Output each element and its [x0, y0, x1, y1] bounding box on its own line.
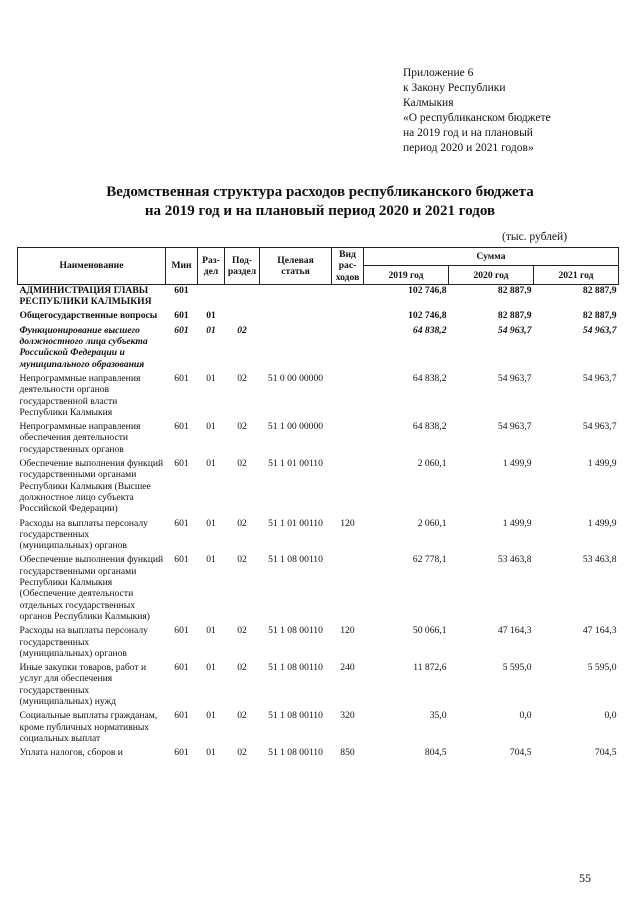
title-line-2: на 2019 год и на плановый период 2020 и 2021 годов: [144, 203, 496, 219]
header-year-2020: 2020 год: [449, 266, 534, 284]
appendix-line: «О республиканском бюджете: [403, 112, 551, 124]
cell-vid: [332, 373, 364, 421]
cell-min: 601: [174, 747, 189, 759]
header-podrazdel: Под- раздел: [225, 248, 260, 285]
cell-2021: 704,5: [594, 747, 617, 759]
cell-min: 601: [174, 458, 189, 470]
cell-vid: 240: [340, 662, 355, 674]
cell-target: 51 1 08 00110: [268, 554, 323, 566]
cell-2020: 47 164,3: [497, 625, 532, 637]
appendix-note: [403, 66, 628, 156]
table-row: [18, 310, 619, 324]
cell-2021: 1 499,9: [587, 458, 617, 470]
cell-2020: 54 963,7: [497, 372, 532, 384]
cell-min: 601: [174, 710, 189, 722]
cell-name: Обеспечение выполнения функций государственными органами Республики Калмыкия (Обеспечение деятельности отдельных государственных органов Республики Калмыкия): [19, 554, 164, 622]
cell-podrazdel: [225, 284, 260, 310]
cell-vid: 120: [340, 625, 355, 637]
cell-vid: [332, 421, 364, 458]
cell-razdel: 01: [206, 372, 216, 384]
table-row: [18, 373, 619, 421]
cell-2019: 2 060,1: [417, 517, 447, 529]
cell-2019: 11 872,6: [413, 662, 447, 674]
cell-2020: 5 595,0: [502, 662, 532, 674]
cell-podrazdel: 02: [237, 625, 247, 637]
cell-name: Иные закупки товаров, работ и услуг для обеспечения государственных (муниципальных) нужд: [19, 662, 147, 707]
cell-razdel: 01: [206, 421, 216, 433]
cell-vid: 120: [340, 517, 355, 529]
header-name: Наименование: [18, 248, 166, 285]
cell-2021: 1 499,9: [587, 517, 617, 529]
cell-razdel: 01: [206, 517, 216, 529]
cell-razdel: 01: [206, 662, 216, 674]
cell-name: Общегосударственные вопросы: [19, 310, 158, 322]
header-year-2021: 2021 год: [534, 266, 619, 284]
cell-razdel: 01: [206, 458, 216, 470]
cell-vid: [332, 325, 364, 373]
cell-name: АДМИНИСТРАЦИЯ ГЛАВЫ РЕСПУБЛИКИ КАЛМЫКИЯ: [19, 284, 152, 308]
cell-vid: [332, 554, 364, 625]
cell-2021: 53 463,8: [582, 554, 617, 566]
cell-vid: 320: [340, 710, 355, 722]
cell-vid: [332, 284, 364, 310]
cell-2020: 1 499,9: [502, 458, 532, 470]
cell-podrazdel: 02: [237, 372, 247, 384]
page-number: 55: [579, 871, 591, 885]
cell-name: Уплата налогов, сборов и: [19, 747, 123, 759]
header-min: Мин: [166, 248, 198, 285]
cell-2019: 64 838,2: [412, 324, 447, 336]
cell-name: Функционирование высшего должностного лица субъекта Российской Федерации и муниципального образования: [19, 324, 148, 370]
document-title: [30, 183, 610, 221]
units-note: (тыс. рублей): [502, 231, 568, 243]
cell-razdel: 01: [206, 710, 216, 722]
cell-target: 51 1 08 00110: [268, 662, 323, 674]
table-row: [18, 458, 619, 517]
cell-2019: 35,0: [429, 710, 447, 722]
cell-target: 51 1 01 00110: [268, 458, 323, 470]
table-row: [18, 747, 619, 761]
cell-min: 601: [174, 310, 189, 322]
cell-2019: 2 060,1: [417, 458, 447, 470]
table-row: [18, 625, 619, 662]
cell-2020: 53 463,8: [497, 554, 532, 566]
cell-target: 51 0 00 00000: [267, 372, 324, 384]
cell-2021: 82 887,9: [582, 284, 617, 296]
cell-2020: 0,0: [519, 710, 532, 722]
cell-vid: [332, 458, 364, 517]
cell-razdel: 01: [206, 747, 216, 759]
cell-razdel: 01: [206, 324, 216, 336]
cell-min: 601: [174, 517, 189, 529]
title-line-1: Ведомственная структура расходов республиканского бюджета: [106, 184, 534, 200]
header-vid: Вид рас- ходов: [332, 248, 364, 285]
cell-razdel: 01: [206, 554, 216, 566]
cell-min: 601: [174, 421, 189, 433]
cell-target: [260, 325, 332, 373]
cell-2019: 102 746,8: [408, 284, 447, 296]
cell-2021: 54 963,7: [582, 421, 617, 433]
cell-razdel: [198, 284, 225, 310]
cell-min: 601: [174, 284, 189, 296]
cell-podrazdel: 02: [237, 421, 247, 433]
table-row: [18, 710, 619, 747]
cell-2020: 54 963,7: [497, 421, 532, 433]
table-row: [18, 325, 619, 373]
cell-podrazdel: 02: [237, 324, 247, 336]
cell-name: Непрограммные направления деятельности органов государственной власти Республики Калмыкия: [19, 372, 141, 418]
cell-2021: 54 963,7: [582, 372, 617, 384]
cell-2019: 64 838,2: [412, 421, 447, 433]
appendix-line: Приложение 6: [403, 67, 474, 79]
cell-razdel: 01: [206, 310, 216, 322]
table-row: [18, 554, 619, 625]
cell-razdel: 01: [206, 625, 216, 637]
cell-2020: 82 887,9: [497, 310, 532, 322]
appendix-line: на 2019 год и на плановый: [403, 127, 533, 139]
cell-podrazdel: 02: [237, 662, 247, 674]
cell-2020: 704,5: [509, 747, 532, 759]
cell-2021: 54 963,7: [582, 324, 617, 336]
cell-min: 601: [174, 372, 189, 384]
table-row: [18, 518, 619, 555]
table-body: [18, 284, 619, 761]
cell-min: 601: [174, 662, 189, 674]
cell-2019: 64 838,2: [412, 372, 447, 384]
appendix-line: Калмыкия: [403, 97, 454, 109]
table-row: [18, 662, 619, 710]
cell-2021: 82 887,9: [582, 310, 617, 322]
cell-name: Непрограммные направления обеспечения деятельности государственных органов: [19, 421, 141, 455]
cell-2021: 0,0: [604, 710, 617, 722]
budget-table: [17, 247, 619, 761]
cell-2019: 50 066,1: [412, 625, 447, 637]
cell-2021: 47 164,3: [582, 625, 617, 637]
cell-2020: 1 499,9: [502, 517, 532, 529]
cell-target: [260, 284, 332, 310]
cell-target: 51 1 08 00110: [268, 625, 323, 637]
cell-podrazdel: 02: [237, 517, 247, 529]
cell-name: Обеспечение выполнения функций государственными органами Республики Калмыкия (Высшее должностное лицо субъекта Российской Федерации): [19, 458, 164, 515]
cell-2021: 5 595,0: [587, 662, 617, 674]
cell-2020: 54 963,7: [497, 324, 532, 336]
appendix-line: период 2020 и 2021 годов»: [403, 142, 534, 154]
header-year-2019: 2019 год: [364, 266, 449, 284]
cell-name: Социальные выплаты гражданам, кроме публичных нормативных социальных выплат: [19, 710, 158, 744]
cell-2020: 82 887,9: [497, 284, 532, 296]
cell-podrazdel: 02: [237, 710, 247, 722]
cell-2019: 62 778,1: [412, 554, 447, 566]
cell-target: 51 1 01 00110: [268, 517, 323, 529]
cell-min: 601: [174, 625, 189, 637]
header-razdel: Раз- дел: [198, 248, 225, 285]
cell-podrazdel: [225, 310, 260, 324]
cell-target: 51 1 00 00000: [267, 421, 324, 433]
cell-min: 601: [174, 324, 189, 336]
cell-target: 51 1 08 00110: [268, 747, 323, 759]
header-target: Целевая статья: [260, 248, 332, 285]
cell-vid: 850: [340, 747, 355, 759]
cell-podrazdel: 02: [237, 747, 247, 759]
cell-2019: 102 746,8: [408, 310, 447, 322]
cell-min: 601: [174, 554, 189, 566]
header-sum: Сумма: [364, 248, 619, 266]
appendix-line: к Закону Республики: [403, 82, 506, 94]
cell-podrazdel: 02: [237, 458, 247, 470]
table-row: [18, 421, 619, 458]
cell-podrazdel: 02: [237, 554, 247, 566]
cell-2019: 804,5: [424, 747, 447, 759]
cell-name: Расходы на выплаты персоналу государственных (муниципальных) органов: [19, 625, 148, 659]
table-row: [18, 284, 619, 310]
cell-name: Расходы на выплаты персоналу государственных (муниципальных) органов: [19, 517, 148, 552]
cell-target: 51 1 08 00110: [268, 710, 323, 722]
cell-target: [260, 310, 332, 324]
cell-vid: [332, 310, 364, 324]
